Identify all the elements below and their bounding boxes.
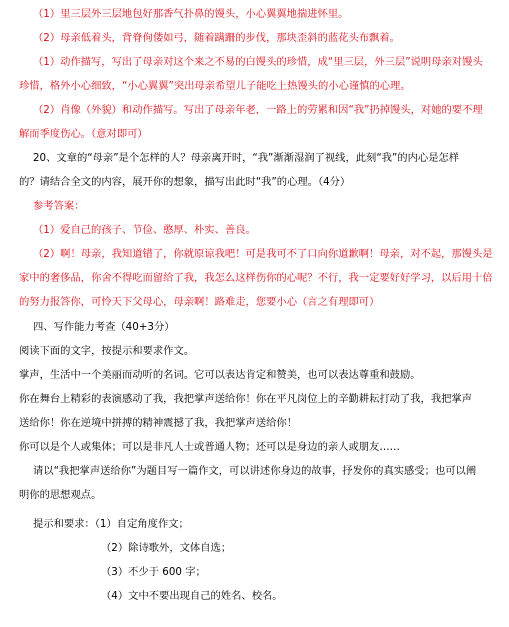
prompt-line-3: 你可以是个人或集体；可以是非凡人士或普通人物；还可以是身边的亲人或朋友…… [19,441,400,453]
requirements-line-1: 提示和要求：（1）自定角度作文； [33,518,189,530]
requirements-line-3: （3）不少于 600 字； [101,566,206,578]
reference-answer-2: （2）啊！母亲，我知道错了，你就原谅我吧！可是我可不了口向你道歉啊！母亲，对不起，那馒头是 [33,248,493,260]
analysis-line-2-cont: 解而季度伤心。（意对即可） [19,128,148,140]
reference-answer-2-cont-1: 家中的奢侈品，你舍不得吃而留给了我，我怎么这样伤你的心呢？不行，我一定要好好学习，以后用十倍 [19,272,493,284]
essay-task-line-cont: 明你的思想观点。 [19,489,102,501]
reference-answer-1: （1）爱自己的孩子、节俭、憨厚、朴实、善良。 [33,224,256,236]
prompt-line-2-cont: 送给你！你在逆境中拼搏的精神震撼了我，我把掌声送给你！ [19,417,298,429]
answer-line-1: （1）里三层外三层地包好那香气扑鼻的馒头，小心翼翼地揣进怀里。 [33,8,349,20]
requirements-line-4: （4）文中不要出现自己的姓名、校名。 [101,590,283,602]
requirements-line-2: （2）除诗歌外，文体自选； [101,542,232,554]
prompt-line-2: 你在舞台上精彩的表演感动了我，我把掌声送给你！你在平凡岗位上的辛勤耕耘打动了我，我把掌声 [19,393,473,405]
answer-line-2: （2）母亲低着头，背脊佝偻如弓，随着蹒跚的步伐，那块歪斜的蓝花头布飘着。 [33,32,400,44]
question-20: 20、文章的“母亲”是个怎样的人？母亲离开时，“我”渐渐湿润了视线，此刻“我”的内心是怎样 [33,152,460,164]
reference-answer-2-cont-2: 的努力报答你，可怜天下父母心，母亲啊！路难走，您要小心（言之有理即可） [19,296,380,308]
prompt-line-1: 掌声，生活中一个美丽而动听的名词。它可以表达肯定和赞美，也可以表达尊重和鼓励。 [19,369,421,381]
analysis-line-1-cont: 珍惜，格外小心细致，“小心翼翼”突出母亲希望儿子能吃上热馒头的小心谨慎的心理。 [19,80,411,92]
instruction-line: 阅读下面的文字，按提示和要求作文。 [19,345,195,357]
analysis-line-1: （1）动作描写，写出了母亲对这个来之不易的白馒头的珍惜，成“里三层，外三层”说明母亲对馒头 [33,56,483,68]
essay-task-line: 请以“我把掌声送给你”为题目写一篇作文，可以讲述你身边的故事，抒发你的真实感受；也可以阐 [33,465,477,477]
reference-answer-heading: 参考答案： [33,200,85,212]
analysis-line-2: （2）肖像（外貌）和动作描写。写出了母亲年老，一路上的劳累和因“我”扔掉馒头，对她的要不理 [33,104,483,116]
question-20-cont: 的？请结合全文的内容，展开你的想象，描写出此时“我”的心理。（4分） [19,176,351,188]
section-heading-writing: 四、写作能力考查（40+3分） [33,321,175,333]
